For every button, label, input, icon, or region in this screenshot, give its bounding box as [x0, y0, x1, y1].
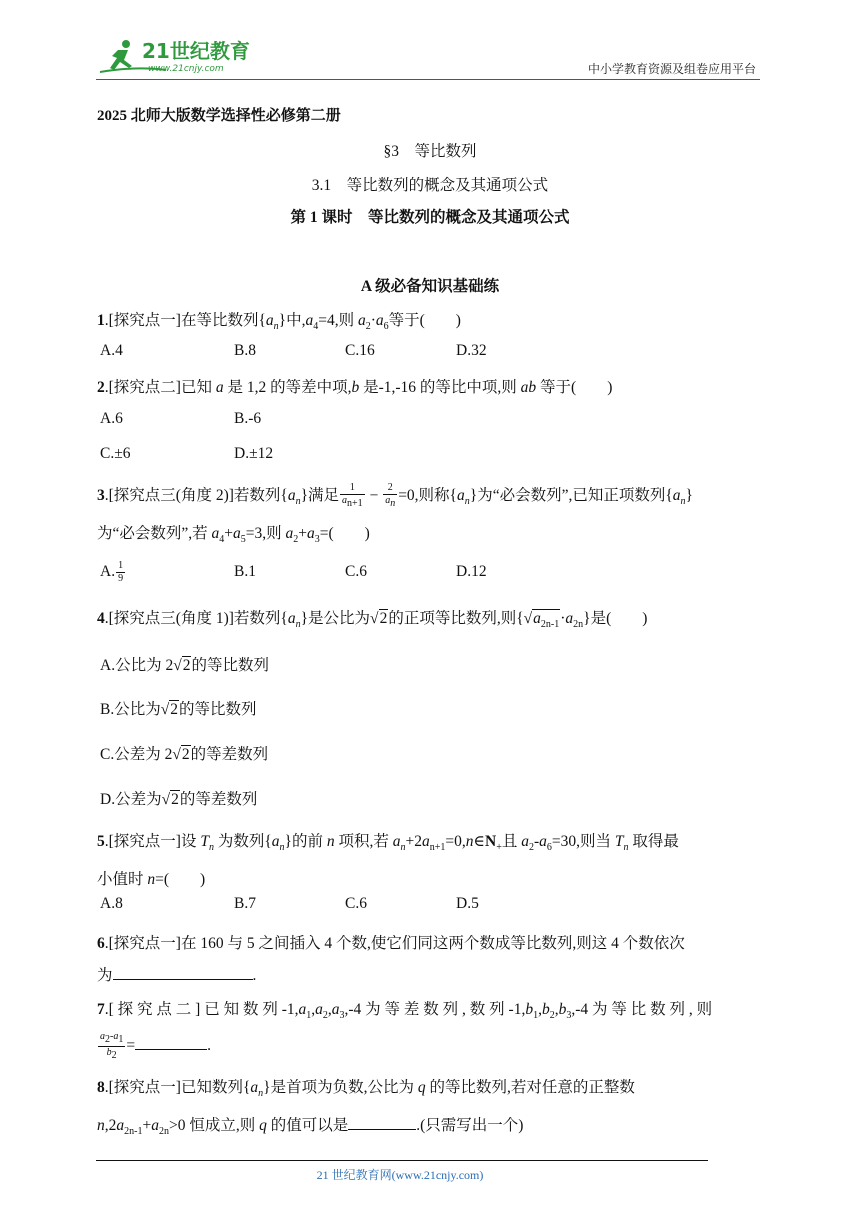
q3-option-d: D.12 — [456, 563, 487, 580]
question-2: 2.[探究点二]已知 a 是 1,2 的等差中项,b 是-1,-16 的等比中项,则 ab 等于( ) — [97, 379, 613, 396]
q1-option-d: D.32 — [456, 342, 487, 359]
section-title: §3 等比数列 — [383, 143, 477, 160]
question-5: 5.[探究点一]设 $T_n$ 为数列$\{a_n\}$的前 n 项积,若 $a_n+2a_{n+1}=0,n\in N_+$且 $a_2-a_6=30$,则当 $T_n$ 取得最 小值时 n=( ) — [97, 833, 679, 889]
q4-option-c: C.公差为 2√2的等差数列 — [100, 746, 269, 763]
q3-option-c: C.6 — [345, 563, 367, 580]
q2-option-a: A.6 — [100, 410, 123, 427]
question-8: 8.[探究点一]已知数列$\{a_n\}$是首项为负数,公比为 q 的等比数列,若对任意的正整数 $n,2a_{2n-1}+a_{2n}>0$ 恒成立,则 q 的值可以是 .(只需写出一个) — [97, 1079, 635, 1138]
logo-url: www.21cnjy.com — [148, 64, 224, 74]
footer-divider — [96, 1160, 708, 1161]
site-logo — [96, 36, 256, 78]
lesson-title: 第 1 课时 等比数列的概念及其通项公式 — [290, 209, 570, 226]
q5-option-a: A.8 — [100, 895, 123, 912]
question-3: 3.[探究点三(角度 2)]若数列$\{a_n\}$满足 $\frac{1}{a_{n+1}}$ − $\frac{2}{a_n}$ =0,则称$\{a_n\}$为“必会数列”,已知正项数列$\{a_n\}$ 为“必会数列”,若 $a_4+a_5=3$,则 $a_2+a_3=$( ) — [97, 482, 693, 546]
header-divider — [96, 79, 760, 80]
logo-text: 21世纪教育 — [142, 39, 250, 63]
platform-name: 中小学教育资源及组卷应用平台 — [587, 62, 756, 76]
book-title: 2025 北师大版数学选择性必修第二册 — [97, 108, 341, 124]
q1-option-a: A.4 — [100, 342, 123, 359]
q4-option-b: B.公比为√2的等比数列 — [100, 701, 257, 718]
q4-option-a: A.公比为 2√2的等比数列 — [100, 657, 269, 674]
q1-option-b: B.8 — [234, 342, 256, 359]
question-7: 7.[ 探 究 点 二 ] 已 知 数 列 $-1,a_1,a_2,a_3,-4$ 为 等 差 数 列 , 数 列 $-1,b_1,b_2,b_3,-4$ 为 等 比 数 列 , 则 $\frac{a_2-a_1}{b_2}$ = . — [97, 1001, 713, 1062]
footer-text: 21 世纪教育网(www.21cnjy.com) — [316, 1168, 484, 1182]
q5-option-d: D.5 — [456, 895, 479, 912]
q5-option-c: C.6 — [345, 895, 367, 912]
question-6: 6.[探究点一]在 160 与 5 之间插入 4 个数,使它们同这两个数成等比数列,则这 4 个数依次 为 . — [97, 935, 685, 984]
q2-option-b: B.-6 — [234, 410, 262, 427]
q1-option-c: C.16 — [345, 342, 375, 359]
q2-option-c: C.±6 — [100, 445, 131, 462]
question-4: 4.[探究点三(角度 1)]若数列$\{a_n\}$是公比为√2的正项等比数列,则$\{√a_{2n-1}\cdot a_{2n}\}$是( ) — [97, 610, 648, 631]
q3-option-b: B.1 — [234, 563, 256, 580]
q2-option-d: D.±12 — [234, 445, 274, 462]
q5-option-b: B.7 — [234, 895, 256, 912]
question-1: 1.[探究点一]在等比数列$\{a_n\}$中$,a_4=4$,则 $a_2\cdot a_6$等于( ) — [97, 312, 461, 333]
subsection-title: 3.1 等比数列的概念及其通项公式 — [311, 177, 549, 194]
q4-option-d: D.公差为√2的等差数列 — [100, 791, 258, 808]
level-title: A 级必备知识基础练 — [360, 278, 500, 295]
q3-option-a: A. $\frac{1}{9}$ — [100, 560, 124, 584]
